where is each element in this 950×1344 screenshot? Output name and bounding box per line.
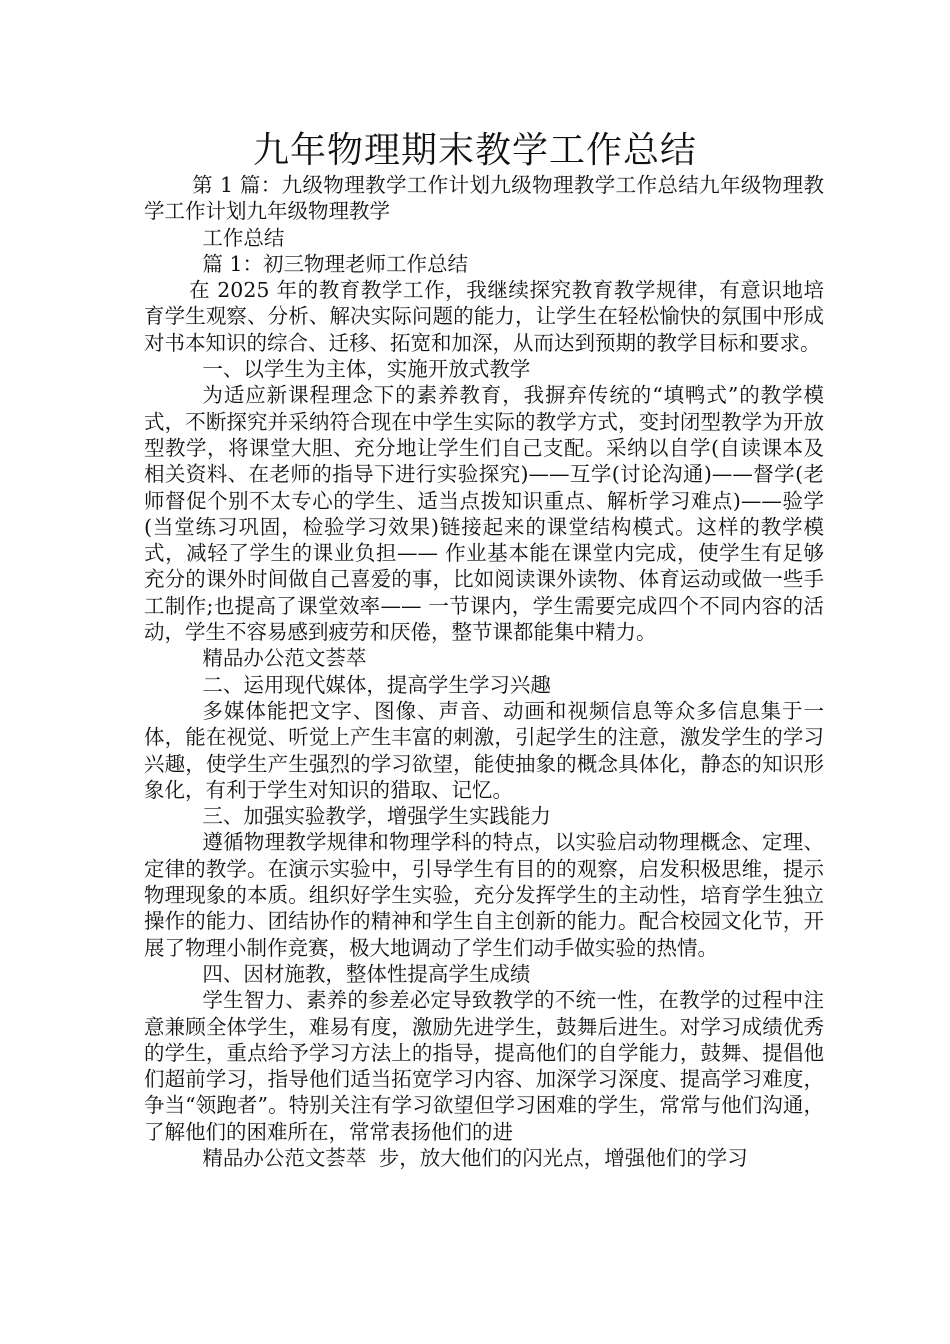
- document-title: 九年物理期末教学工作总结: [252, 130, 697, 171]
- section-heading: 一、以学生为主体，实施开放式教学: [202, 357, 531, 382]
- paragraph: 学生智力、素养的参差必定导致教学的不统一性，在教学的过程中注意兼顾全体学生，难易有度，激励先进学生，鼓舞后进生。对学习成绩优秀的学生，重点给予学习方法上的指导，提高他们的自学能力，鼓舞、提倡他们超前学习，指导他们适当拓宽学习内容、加深学习深度、提高学习难度，争当“领跑者”。特别关注有学习欲望但学习困难的学生，常常与他们沟通，了解他们的困难所在，常常表扬他们的进: [144, 988, 824, 1144]
- watermark-text: 精品办公范文荟萃: [202, 646, 367, 671]
- paragraph: 遵循物理教学规律和物理学科的特点，以实验启动物理概念、定理、定律的教学。在演示实验中，引导学生有目的的观察，启发积极思维，提示物理现象的本质。组织好学生实验，充分发挥学生的主动性，培育学生独立操作的能力、团结协作的精神和学生自主创新的能力。配合校园文化节，开展了物理小制作竞赛，极大地调动了学生们动手做实验的热情。: [144, 830, 824, 960]
- paragraph: 第 1 篇：九级物理教学工作计划九级物理教学工作总结九年级物理教学工作计划九年级物理教学: [144, 173, 824, 224]
- watermark-text: 精品办公范文荟萃: [202, 1145, 367, 1170]
- paragraph: 在 2025 年的教育教学工作，我继续探究教育教学规律，有意识地培育学生观察、分析、解决实际问题的能力，让学生在轻松愉快的氛围中形成对书本知识的综合、迁移、拓宽和加深，从而达到预期的教学目标和要求。: [144, 278, 824, 355]
- tail-line: [144, 1145, 824, 1171]
- section-heading: 三、加强实验教学，增强学生实践能力: [202, 804, 551, 829]
- paragraph: 工作总结: [202, 225, 285, 250]
- paragraph: 多媒体能把文字、图像、声音、动画和视频信息等众多信息集于一体，能在视觉、听觉上产生丰富的刺激，引起学生的注意，激发学生的学习兴趣，使学生产生强烈的学习欲望，能使抽象的概念具体化，静态的知识形象化，有利于学生对知识的猎取、记忆。: [144, 698, 824, 802]
- paragraph: 为适应新课程理念下的素养教育，我摒弃传统的“填鸭式”的教学模式，不断探究并采纳符合现在中学生实际的教学方式，变封闭型教学为开放型教学，将课堂大胆、充分地让学生们自己支配。采纳以自学(自读课本及相关资料、在老师的指导下进行实验探究)——互学(讨论沟通)——督学(老师督促个别不太专心的学生、适当点拨知识重点、解析学习难点)——验学(当堂练习巩固，检验学习效果)链接起来的课堂结构模式。这样的教学模式，减轻了学生的课业负担—— 作业基本能在课堂内完成，使学生有足够充分的课外时间做自己喜爱的事，比如阅读课外读物、体育运动或做一些手工制作;也提高了课堂效率—— 一节课内，学生需要完成四个不同内容的活动，学生不容易感到疲劳和厌倦，整节课都能集中精力。: [144, 383, 824, 645]
- document-body: [144, 172, 824, 1171]
- section-heading: 篇 1：初三物理老师工作总结: [202, 251, 468, 276]
- section-heading: 二、运用现代媒体，提高学生学习兴趣: [202, 672, 551, 697]
- section-heading: 四、因材施教，整体性提高学生成绩: [202, 961, 531, 986]
- continuation-text: 步，放大他们的闪光点，增强他们的学习: [378, 1145, 748, 1170]
